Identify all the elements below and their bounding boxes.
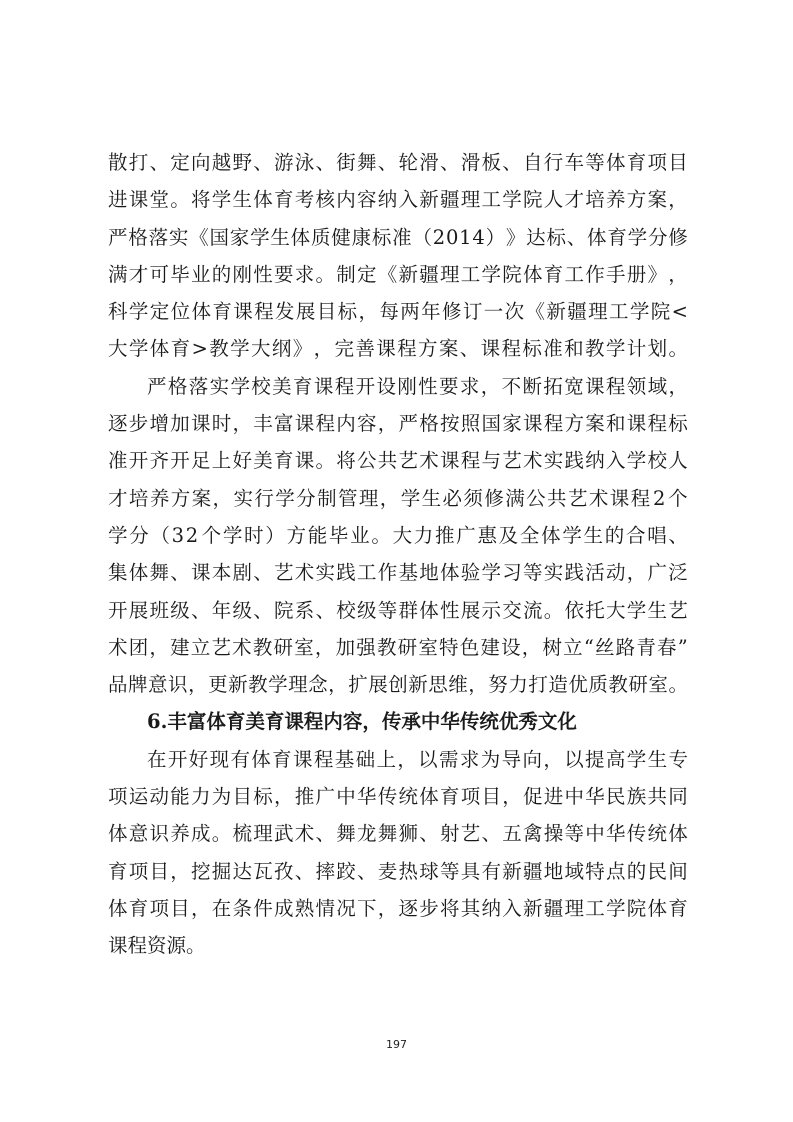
paragraph-line: 严 格 落 实 《 国 家 学 生 体 质 健 康 标 准 （ 2 0 1 4 ） 》 达 标 、 体 育 学 分 修 xyxy=(108,225,688,249)
paragraph-line: 开 展 班 级 、 年 级 、 院 系 、 校 级 等 群 体 性 展 示 交 流 。 依 托 大 学 生 艺 xyxy=(108,598,688,622)
paragraph-line: 学 分 （ 3 2 个 学 时 ） 方 能 毕 业 。 大 力 推 广 惠 及 全 体 学 生 的 合 唱 、 xyxy=(108,523,688,547)
body-text xyxy=(108,144,688,965)
paragraph-line: 准 开 齐 开 足 上 好 美 育 课 。 将 公 共 艺 术 课 程 与 艺 术 实 践 纳 入 学 校 人 xyxy=(108,449,688,473)
paragraph-line: 进 课 堂 。 将 学 生 体 育 考 核 内 容 纳 入 新 疆 理 工 学 院 人 才 培 养 方 案 ， xyxy=(108,188,688,212)
paragraph-line: 体 育 项 目 ， 在 条 件 成 熟 情 况 下 ， 逐 步 将 其 纳 入 新 疆 理 工 学 院 体 育 xyxy=(108,896,688,920)
paragraph-line: 体 意 识 养 成 。 梳 理 武 术 、 舞 龙 舞 狮 、 射 艺 、 五 禽 操 等 中 华 传 统 体 xyxy=(108,822,688,846)
paragraph-line: 散 打 、 定 向 越 野 、 游 泳 、 街 舞 、 轮 滑 、 滑 板 、 自 行 车 等 体 育 项 目 xyxy=(108,151,688,174)
paragraph-line: 满 才 可 毕 业 的 刚 性 要 求 。 制 定 《 新 疆 理 工 学 院 体 育 工 作 手 册 》 ， xyxy=(108,262,688,286)
paragraph-line: 在 开 好 现 有 体 育 课 程 基 础 上 ， 以 需 求 为 导 向 ， 以 提 高 学 生 专 xyxy=(147,747,688,771)
paragraph-2 xyxy=(108,368,688,704)
paragraph-line: 严 格 落 实 学 校 美 育 课 程 开 设 刚 性 要 求 ， 不 断 拓 宽 课 程 领 域 ， xyxy=(147,374,688,398)
paragraph-line: 科 学 定 位 体 育 课 程 发 展 目 标 ， 每 两 年 修 订 一 次 《 新 疆 理 工 学 院 < xyxy=(108,300,688,324)
paragraph-line: 课程资源。 xyxy=(108,934,206,958)
paragraph-line: 才 培 养 方 案 ， 实 行 学 分 制 管 理 ， 学 生 必 须 修 满 公 共 艺 术 课 程 2 个 xyxy=(108,486,688,510)
paragraph-line: 逐 步 增 加 课 时 ， 丰 富 课 程 内 容 ， 严 格 按 照 国 家 课 程 方 案 和 课 程 标 xyxy=(108,412,688,436)
paragraph-line: 大 学 体 育 > 教 学 大 纲 》 ， 完 善 课 程 方 案 、 课 程 标 准 和 教 学 计 划 。 xyxy=(108,337,688,361)
paragraph-line: 项 运 动 能 力 为 目 标 ， 推 广 中 华 传 统 体 育 项 目 ， 促 进 中 华 民 族 共 同 xyxy=(108,785,688,809)
section-heading xyxy=(108,703,688,740)
page-number: 197 xyxy=(386,1038,407,1051)
paragraph-1 xyxy=(108,144,688,368)
paragraph-line: 育 项 目 ， 挖 掘 达 瓦 孜 、 摔 跤 、 麦 热 球 等 具 有 新 疆 地 域 特 点 的 民 间 xyxy=(108,859,688,883)
paragraph-line: 集 体 舞 、 课 本 剧 、 艺 术 实 践 工 作 基 地 体 验 学 习 等 实 践 活 动 ， 广 泛 xyxy=(108,561,688,585)
section-heading-text: 6.丰富体育美育课程内容，传承中华传统优秀文化 xyxy=(147,710,577,734)
paragraph-line: 品 牌 意 识 ， 更 新 教 学 理 念 ， 扩 展 创 新 思 维 ， 努 力 打 造 优 质 教 研 室 。 xyxy=(108,673,688,697)
paragraph-line: 术 团 ， 建 立 艺 术 教 研 室 ， 加 强 教 研 室 特 色 建 设 ， 树 立 “ 丝 路 青 春 ” xyxy=(108,635,688,659)
paragraph-3 xyxy=(108,741,688,965)
